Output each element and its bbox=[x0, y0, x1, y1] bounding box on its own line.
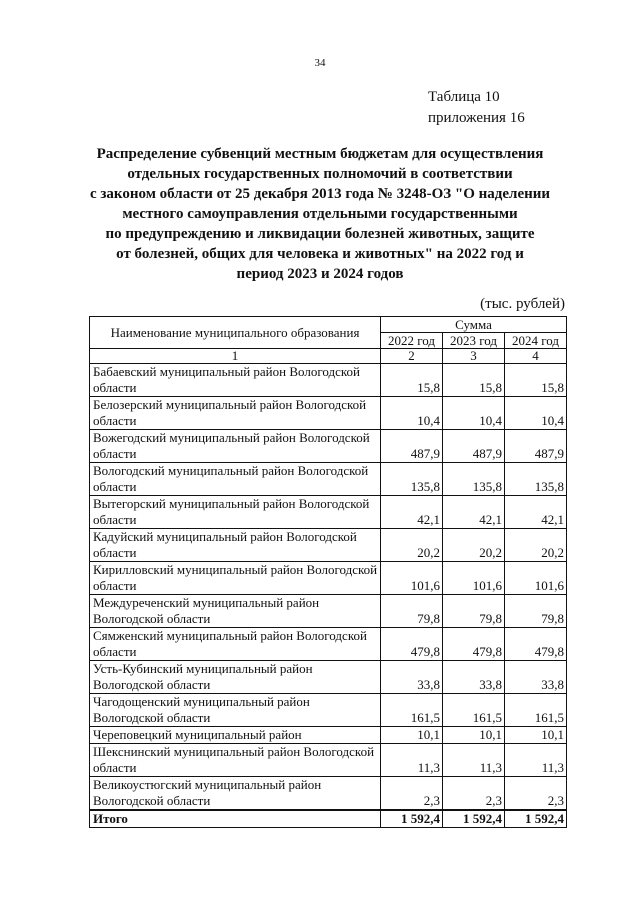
amount-2023: 101,6 bbox=[443, 562, 505, 595]
title-line: местного самоуправления отдельными государственными bbox=[122, 206, 518, 222]
total-2024: 1 592,4 bbox=[505, 810, 567, 828]
table-row bbox=[90, 694, 567, 727]
table-row bbox=[90, 727, 567, 744]
amount-2024: 10,1 bbox=[505, 727, 567, 744]
table-row bbox=[90, 496, 567, 529]
municipality-name: Бабаевский муниципальный район Вологодской области bbox=[90, 364, 381, 397]
amount-2022: 15,8 bbox=[381, 364, 443, 397]
amount-2024: 487,9 bbox=[505, 430, 567, 463]
title-line: с законом области от 25 декабря 2013 года № 3248-ОЗ "О наделении bbox=[89, 186, 551, 202]
table-row bbox=[90, 397, 567, 430]
table-reference bbox=[428, 87, 525, 129]
amount-2024: 479,8 bbox=[505, 628, 567, 661]
table-row bbox=[90, 628, 567, 661]
amount-2024: 10,4 bbox=[505, 397, 567, 430]
amount-2022: 161,5 bbox=[381, 694, 443, 727]
amount-2024: 15,8 bbox=[505, 364, 567, 397]
amount-2022: 11,3 bbox=[381, 744, 443, 777]
municipality-name: Шекснинский муниципальный район Вологодской области bbox=[90, 744, 381, 777]
amount-2022: 79,8 bbox=[381, 595, 443, 628]
municipality-name: Вожегодский муниципальный район Вологодской области bbox=[90, 430, 381, 463]
municipality-name: Вологодский муниципальный район Вологодской области bbox=[90, 463, 381, 496]
title-line: отдельных государственных полномочий в соответствии bbox=[127, 166, 513, 182]
amount-2024: 161,5 bbox=[505, 694, 567, 727]
table-reference-appendix: приложения 16 bbox=[428, 110, 525, 126]
header-year-2023: 2023 год bbox=[443, 333, 505, 349]
table-row bbox=[90, 562, 567, 595]
column-index-row bbox=[90, 349, 567, 364]
amount-2022: 135,8 bbox=[381, 463, 443, 496]
title-line: по предупреждению и ликвидации болезней животных, защите bbox=[105, 226, 535, 242]
table-row bbox=[90, 661, 567, 694]
amount-2022: 33,8 bbox=[381, 661, 443, 694]
title-line: от болезней, общих для человека и животных" на 2022 год и bbox=[116, 246, 524, 262]
municipality-name: Кадуйский муниципальный район Вологодской области bbox=[90, 529, 381, 562]
municipality-name: Чагодощенский муниципальный район Вологодской области bbox=[90, 694, 381, 727]
amount-2023: 10,4 bbox=[443, 397, 505, 430]
municipality-name: Великоустюгский муниципальный район Вологодской области bbox=[90, 777, 381, 811]
page-number: 34 bbox=[314, 57, 326, 69]
subvention-table bbox=[89, 316, 567, 828]
amount-2023: 33,8 bbox=[443, 661, 505, 694]
municipality-name: Вытегорский муниципальный район Вологодской области bbox=[90, 496, 381, 529]
amount-2022: 10,1 bbox=[381, 727, 443, 744]
amount-2024: 101,6 bbox=[505, 562, 567, 595]
amount-2024: 42,1 bbox=[505, 496, 567, 529]
amount-2022: 479,8 bbox=[381, 628, 443, 661]
title-line: период 2023 и 2024 годов bbox=[236, 266, 404, 282]
table-row bbox=[90, 364, 567, 397]
amount-2023: 79,8 bbox=[443, 595, 505, 628]
table-body bbox=[90, 364, 567, 828]
amount-2023: 10,1 bbox=[443, 727, 505, 744]
table-row bbox=[90, 777, 567, 811]
units-label: (тыс. рублей) bbox=[480, 296, 565, 312]
document-title bbox=[60, 144, 580, 284]
table-header bbox=[90, 317, 567, 364]
column-index: 3 bbox=[443, 349, 505, 364]
municipality-name: Кирилловский муниципальный район Вологодской области bbox=[90, 562, 381, 595]
total-label: Итого bbox=[90, 810, 381, 828]
amount-2024: 33,8 bbox=[505, 661, 567, 694]
amount-2023: 161,5 bbox=[443, 694, 505, 727]
table-reference-number: Таблица 10 bbox=[428, 89, 500, 105]
amount-2023: 479,8 bbox=[443, 628, 505, 661]
table-row bbox=[90, 529, 567, 562]
table-row bbox=[90, 430, 567, 463]
municipality-name: Сямженский муниципальный район Вологодской области bbox=[90, 628, 381, 661]
amount-2023: 20,2 bbox=[443, 529, 505, 562]
amount-2024: 20,2 bbox=[505, 529, 567, 562]
scan-mark bbox=[569, 890, 572, 898]
amount-2023: 2,3 bbox=[443, 777, 505, 811]
total-row bbox=[90, 810, 567, 828]
amount-2022: 42,1 bbox=[381, 496, 443, 529]
amount-2024: 2,3 bbox=[505, 777, 567, 811]
amount-2024: 135,8 bbox=[505, 463, 567, 496]
amount-2024: 79,8 bbox=[505, 595, 567, 628]
header-year-2024: 2024 год bbox=[505, 333, 567, 349]
table-row bbox=[90, 595, 567, 628]
amount-2023: 11,3 bbox=[443, 744, 505, 777]
municipality-name: Междуреченский муниципальный район Вологодской области bbox=[90, 595, 381, 628]
total-2023: 1 592,4 bbox=[443, 810, 505, 828]
table-row bbox=[90, 744, 567, 777]
header-year-2022: 2022 год bbox=[381, 333, 443, 349]
amount-2023: 15,8 bbox=[443, 364, 505, 397]
column-index: 4 bbox=[505, 349, 567, 364]
amount-2023: 135,8 bbox=[443, 463, 505, 496]
municipality-name: Белозерский муниципальный район Вологодской области bbox=[90, 397, 381, 430]
amount-2022: 101,6 bbox=[381, 562, 443, 595]
header-municipality: Наименование муниципального образования bbox=[90, 317, 381, 349]
amount-2024: 11,3 bbox=[505, 744, 567, 777]
header-sum: Сумма bbox=[381, 317, 567, 333]
amount-2022: 20,2 bbox=[381, 529, 443, 562]
amount-2022: 487,9 bbox=[381, 430, 443, 463]
column-index: 1 bbox=[90, 349, 381, 364]
amount-2023: 487,9 bbox=[443, 430, 505, 463]
title-line: Распределение субвенций местным бюджетам для осуществления bbox=[96, 146, 544, 162]
amount-2022: 2,3 bbox=[381, 777, 443, 811]
column-index: 2 bbox=[381, 349, 443, 364]
amount-2022: 10,4 bbox=[381, 397, 443, 430]
table-row bbox=[90, 463, 567, 496]
total-2022: 1 592,4 bbox=[381, 810, 443, 828]
municipality-name: Усть-Кубинский муниципальный район Вологодской области bbox=[90, 661, 381, 694]
municipality-name: Череповецкий муниципальный район bbox=[90, 727, 381, 744]
amount-2023: 42,1 bbox=[443, 496, 505, 529]
